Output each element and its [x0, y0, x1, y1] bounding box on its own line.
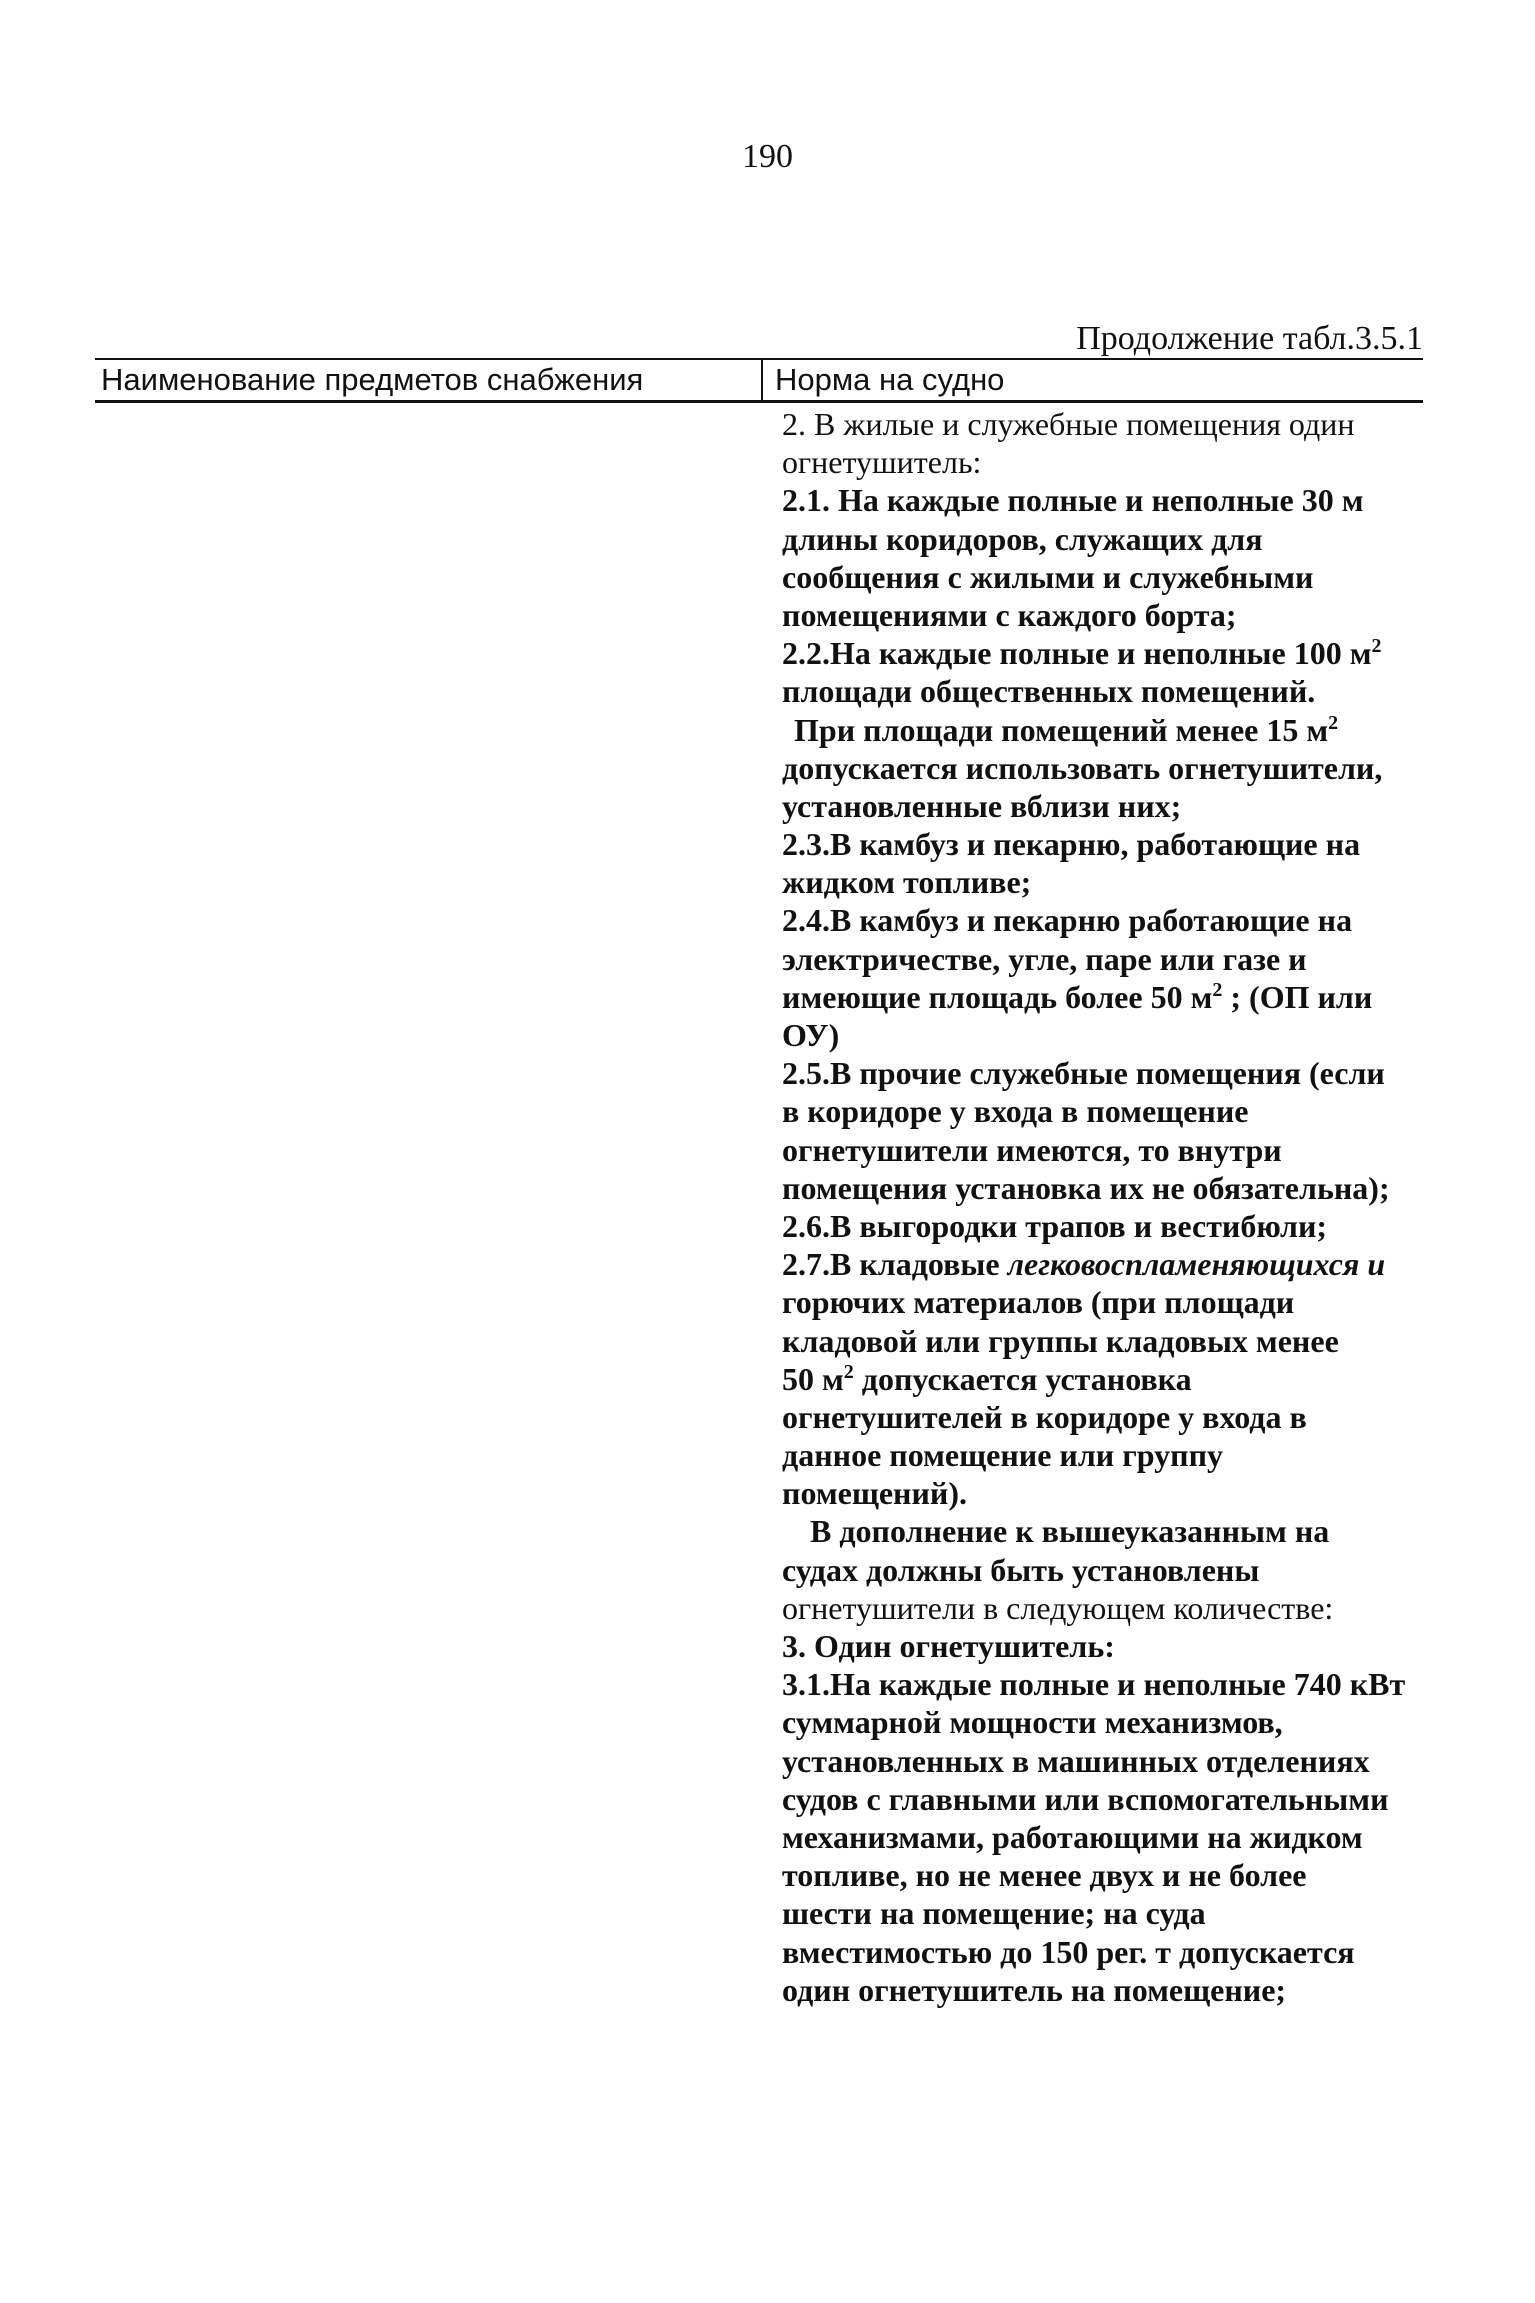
norm-text-line	[782, 1092, 1422, 1130]
norm-line-text: 50 м	[782, 1360, 844, 1397]
norm-text-line	[782, 711, 1422, 749]
norm-text-line	[782, 1436, 1422, 1474]
norm-line-text: площади общественных помещений.	[782, 673, 1316, 710]
norm-line-text: помещений).	[782, 1475, 968, 1512]
norm-text-line	[782, 1818, 1422, 1856]
norm-column-body	[782, 405, 1422, 2009]
norm-line-text: имеющие площадь более 50 м	[782, 978, 1213, 1015]
norm-line-text: 2. В жилые и служебные помещения один	[782, 406, 1355, 442]
norm-text-line	[782, 1169, 1422, 1207]
superscript-exponent: 2	[1371, 635, 1382, 658]
norm-text-line	[782, 1512, 1422, 1550]
norm-text-line	[782, 1054, 1422, 1092]
header-supply-items: Наименование предметов снабжения	[101, 362, 644, 397]
norm-text-line	[782, 1398, 1422, 1436]
norm-line-text: 2.6.В выгородки трапов и вестибюли;	[782, 1207, 1328, 1244]
norm-line-text: в коридоре у входа в помещение	[782, 1093, 1249, 1130]
norm-text-line	[782, 825, 1422, 863]
norm-text-line	[782, 749, 1422, 787]
norm-line-text: механизмами, работающими на жидком	[782, 1818, 1363, 1855]
table-continuation-label: Продолжение табл.3.5.1	[1076, 320, 1423, 357]
norm-line-text: В дополнение к вышеуказанным на	[810, 1513, 1330, 1550]
norm-text-line	[782, 558, 1422, 596]
norm-line-text: ОУ)	[782, 1017, 840, 1053]
norm-line-text: огнетушители имеются, то внутри	[782, 1131, 1282, 1168]
norm-text-line	[782, 1665, 1422, 1703]
norm-text-line	[782, 481, 1422, 519]
norm-text-line	[782, 1131, 1422, 1169]
norm-line-text: огнетушителей в коридоре у входа в	[782, 1398, 1307, 1435]
norm-line-text: суммарной мощности механизмов,	[782, 1704, 1283, 1741]
norm-line-text: 2.5.В прочие служебные помещения (если	[782, 1055, 1385, 1092]
norm-line-text-after: ; (ОП или	[1222, 978, 1373, 1015]
superscript-exponent: 2	[1212, 978, 1223, 1001]
norm-text-line	[782, 978, 1422, 1016]
norm-line-text: судов с главными или вспомогательными	[782, 1780, 1389, 1817]
norm-line-text: огнетушитель:	[782, 444, 982, 481]
norm-text-line	[782, 1245, 1422, 1283]
norm-text-line	[782, 1971, 1422, 2009]
superscript-exponent: 2	[843, 1360, 854, 1383]
norm-line-text: кладовой или группы кладовых менее	[782, 1322, 1339, 1359]
norm-text-line	[782, 1894, 1422, 1932]
norm-line-text: 2.2.На каждые полные и неполные 100 м	[782, 635, 1372, 672]
norm-text-line	[782, 520, 1422, 558]
norm-line-text: огнетушители в следующем количестве:	[782, 1589, 1334, 1626]
norm-text-line	[782, 596, 1422, 634]
norm-line-text: данное помещение или группу	[782, 1437, 1223, 1474]
norm-line-italic-text: легковоспламеняющихся и	[1007, 1246, 1386, 1283]
norm-text-line	[782, 787, 1422, 825]
supply-table	[95, 358, 1423, 403]
norm-line-text: 3.1.На каждые полные и неполные 740 кВт	[782, 1666, 1406, 1703]
norm-text-line	[782, 443, 1422, 481]
norm-text-line	[782, 1360, 1422, 1398]
superscript-exponent: 2	[1328, 711, 1339, 734]
page-number: 190	[742, 138, 793, 175]
norm-line-text: помещениями с каждого борта;	[782, 596, 1237, 633]
norm-line-text: 2.3.В камбуз и пекарню, работающие на	[782, 826, 1361, 863]
norm-text-line	[782, 1551, 1422, 1589]
table-header	[95, 358, 1423, 403]
norm-text-line	[782, 1780, 1422, 1818]
norm-text-line	[782, 1589, 1422, 1627]
norm-line-text: судах должны быть установлены	[782, 1551, 1260, 1588]
header-norm-per-vessel: Норма на судно	[761, 360, 1423, 400]
norm-text-line	[782, 1856, 1422, 1894]
norm-line-text: горючих материалов (при площади	[782, 1284, 1295, 1321]
norm-text-line	[782, 1627, 1422, 1665]
norm-line-text: допускается использовать огнетушители,	[782, 749, 1383, 786]
norm-line-text: сообщения с жилыми и служебными	[782, 558, 1314, 595]
norm-text-line	[782, 1933, 1422, 1971]
norm-line-text: помещения установка их не обязательна);	[782, 1169, 1390, 1206]
norm-line-text: При площади помещений менее 15 м	[794, 711, 1329, 748]
norm-line-text: вместимостью до 150 рег. т допускается	[782, 1933, 1355, 1970]
norm-line-text: 3. Один огнетушитель:	[782, 1628, 1115, 1664]
norm-line-text: установленные вблизи них;	[782, 787, 1182, 824]
norm-line-text: шести на помещение; на суда	[782, 1895, 1206, 1932]
norm-text-line	[782, 1016, 1422, 1054]
norm-line-text: топливе, но не менее двух и не более	[782, 1857, 1307, 1894]
norm-line-text: жидком топливе;	[782, 864, 1032, 901]
norm-line-text: 2.1. На каждые полные и неполные 30 м	[782, 482, 1364, 519]
norm-text-line	[782, 634, 1422, 672]
norm-text-line	[782, 672, 1422, 710]
norm-line-text: 2.4.В камбуз и пекарню работающие на	[782, 902, 1353, 939]
norm-text-line	[782, 901, 1422, 939]
norm-line-text: электричестве, угле, паре или газе и	[782, 940, 1307, 977]
norm-line-text: один огнетушитель на помещение;	[782, 1971, 1287, 2008]
norm-line-text: длины коридоров, служащих для	[782, 520, 1263, 557]
norm-line-text-after: допускается установка	[853, 1360, 1192, 1397]
norm-line-text: 2.7.В кладовые	[782, 1246, 1008, 1283]
norm-text-line	[782, 1207, 1422, 1245]
norm-text-line	[782, 1322, 1422, 1360]
norm-text-line	[782, 1703, 1422, 1741]
norm-text-line	[782, 1283, 1422, 1321]
norm-text-line	[782, 863, 1422, 901]
norm-line-text: установленных в машинных отделениях	[782, 1742, 1370, 1779]
norm-text-line	[782, 940, 1422, 978]
norm-text-line	[782, 405, 1422, 443]
norm-text-line	[782, 1742, 1422, 1780]
norm-text-line	[782, 1474, 1422, 1512]
